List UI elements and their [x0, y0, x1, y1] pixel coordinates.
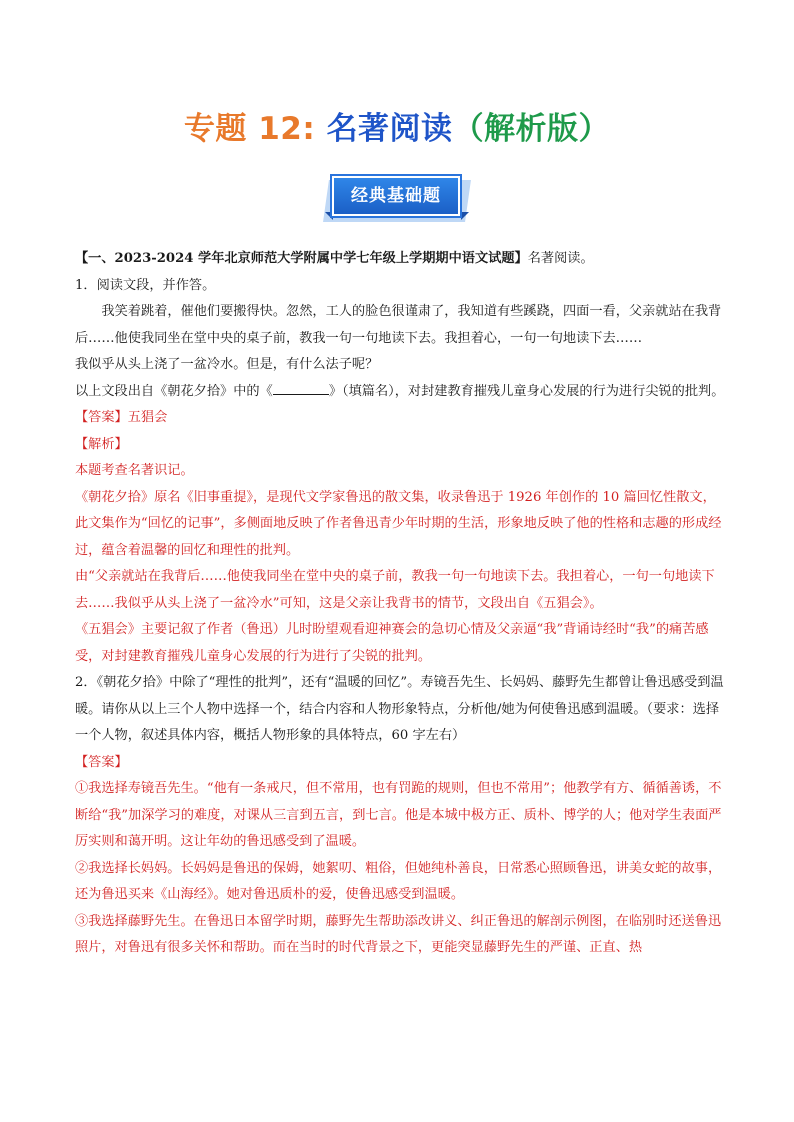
q2-prompt: 2．《朝花夕拾》中除了“理性的批判”，还有“温暖的回忆”。寿镜吾先生、长妈妈、藤野先生都曾让鲁迅感受到温暖。请你从以上三个人物中选择一个，结合内容和人物形象特点，分析他/她为何使鲁迅感到温暖。（要求：选择一个人物，叙述具体内容，概括人物形象的具体特点，60 字左右） — [75, 675, 724, 743]
title-prefix: 专题 12: — [183, 111, 327, 147]
q2-answer-3: ③我选择藤野先生。在鲁迅日本留学时期，藤野先生帮助添改讲义、纠正鲁迅的解剖示例图，在临别时还送鲁迅照片，对鲁迅有很多关怀和帮助。而在当时的时代背景之下，更能突显藤野先生的严谨、正直、热 — [75, 913, 722, 955]
q1-analysis-3: 《五猖会》主要记叙了作者（鲁迅）儿时盼望观看迎神赛会的急切心情及父亲逼“我”背诵诗经时“我”的痛苦感受，对封建教育摧残儿童身心发展的行为进行了尖锐的批判。 — [75, 622, 709, 664]
section-badge — [326, 176, 468, 224]
q1-question-after: 》（填篇名），对封建教育摧残儿童身心发展的行为进行尖锐的批判。 — [328, 383, 725, 399]
q1-analysis-1: 《朝花夕拾》原名《旧事重提》，是现代文学家鲁迅的散文集，收录鲁迅于 1926 年创作的 10 篇回忆性散文，此文集作为“回忆的记事”，多侧面地反映了作者鲁迅青少年时期的生活，形象地反映了他的性格和志趣的形成经过，蕴含着温馨的回忆和理性的批判。 — [75, 489, 722, 558]
q1-analysis-label: 【解析】 — [75, 436, 128, 452]
badge-label: 经典基础题 — [351, 186, 441, 206]
q2-answer-2: ②我选择长妈妈。长妈妈是鲁迅的保姆，她絮叨、粗俗，但她纯朴善良，日常悉心照顾鲁迅，讲美女蛇的故事，还为鲁迅买来《山海经》。她对鲁迅质朴的爱，使鲁迅感受到温暖。 — [75, 860, 722, 902]
fill-in-blank — [273, 380, 329, 395]
q1-passage-1: 我笑着跳着，催他们要搬得快。忽然，工人的脸色很谨肃了，我知道有些蹊跷，四面一看，父亲就站在我背后……他使我同坐在堂中央的桌子前，教我一句一句地读下去。我担着心，一句一句地读下去…… — [75, 304, 722, 346]
q2-answer-1: ①我选择寿镜吾先生。“他有一条戒尺，但不常用，也有罚跪的规则，但也不常用”；他教学有方、循循善诱，不断给“我”加深学习的难度，对课从三言到五言，到七言。他是本城中极方正、质朴、博学的人；他对学生表面严厉实则和蔼开明。这让年幼的鲁迅感受到了温暖。 — [75, 781, 722, 849]
q1-question — [75, 379, 725, 406]
title-suffix: （解析版） — [452, 111, 611, 147]
q1-passage-2: 我似乎从头上浇了一盆冷水。但是，有什么法子呢？ — [75, 357, 379, 372]
page-title — [0, 103, 794, 148]
badge-fold-right — [461, 212, 469, 220]
q2-answer-label: 【答案】 — [75, 754, 128, 770]
q1-analysis-2: 由“父亲就站在我背后……他使我同坐在堂中央的桌子前，教我一句一句地读下去。我担着心，一句一句地读下去……我似乎从头上浇了一盆冷水”可知，这是父亲让我背书的情节，文段出自《五猖会》。 — [75, 569, 715, 611]
q1-answer: 【答案】五猖会 — [75, 410, 168, 425]
document-body — [75, 246, 725, 962]
section-heading — [75, 246, 725, 273]
q1-analysis-intro: 本题考查名著识记。 — [75, 463, 194, 478]
q1-question-before: 以上文段出自《朝花夕拾》中的《 — [75, 383, 273, 399]
section-heading-source: 【一、2023-2024 学年北京师范大学附属中学七年级上学期期中语文试题】 — [75, 251, 528, 266]
title-main: 名著阅读 — [326, 111, 453, 147]
q1-prompt: 1．阅读文段，并作答。 — [75, 277, 216, 293]
section-heading-topic: 名著阅读。 — [527, 251, 594, 266]
